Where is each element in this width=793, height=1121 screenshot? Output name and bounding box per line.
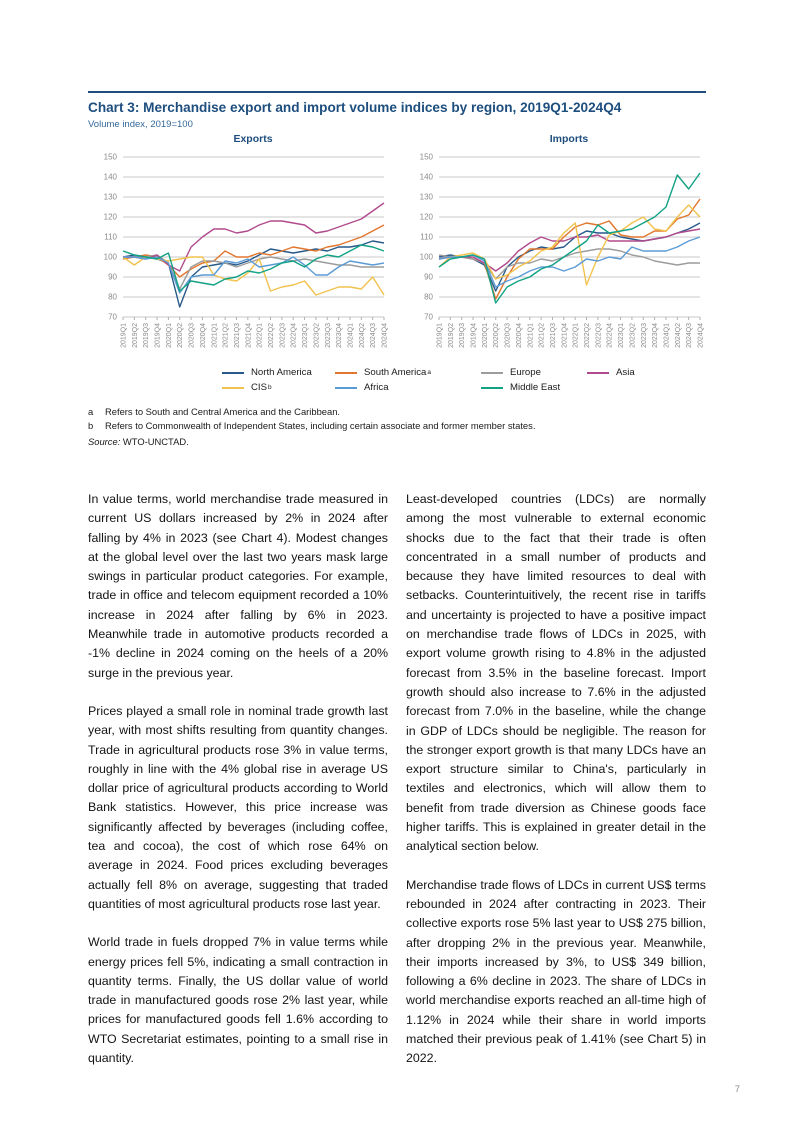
svg-text:2019Q1: 2019Q1 <box>120 323 128 348</box>
series-south-america <box>123 225 384 277</box>
svg-text:2024Q2: 2024Q2 <box>358 323 366 348</box>
svg-text:2022Q2: 2022Q2 <box>268 323 276 348</box>
svg-text:2023Q1: 2023Q1 <box>302 323 310 348</box>
svg-text:2019Q4: 2019Q4 <box>470 323 478 348</box>
legend-swatch <box>587 372 609 374</box>
imports-chart-canvas <box>404 145 706 355</box>
svg-text:80: 80 <box>424 292 433 302</box>
svg-text:2024Q3: 2024Q3 <box>370 323 378 348</box>
body-column-right <box>406 490 706 1088</box>
svg-text:2021Q3: 2021Q3 <box>549 323 557 348</box>
svg-text:2022Q1: 2022Q1 <box>572 323 580 348</box>
legend-label: Middle East <box>510 382 561 393</box>
svg-text:90: 90 <box>108 272 117 282</box>
svg-text:2020Q3: 2020Q3 <box>504 323 512 348</box>
legend-label: CIS <box>251 382 267 393</box>
svg-text:2019Q3: 2019Q3 <box>459 323 467 348</box>
svg-text:2023Q4: 2023Q4 <box>336 323 344 348</box>
svg-text:2022Q4: 2022Q4 <box>290 323 298 348</box>
svg-text:100: 100 <box>419 252 433 262</box>
body-paragraph: In value terms, world merchandise trade measured in current US dollars increased by 2% in 2024 after falling by 4% in 2023 (see Chart 4). Modest changes at the global level over the last two years mask large swings in particular product categories. For example, trade in office and telecom equipment recorded a 10% increase in 2024 after falling by 6% in 2023. Meanwhile trade in automotive products recorded a -1% decline in 2024 coming on the heels of a 20% surge in the previous year. <box>88 492 388 680</box>
svg-text:2020Q1: 2020Q1 <box>165 323 173 348</box>
body-columns <box>88 490 706 1088</box>
svg-text:80: 80 <box>108 292 117 302</box>
body-paragraph: World trade in fuels dropped 7% in value terms while energy prices fell 5%, indicating a small contraction in quantity terms. Finally, the US dollar value of world trade in manufactured goods rose 2% last year, while prices for manufactured goods fell 1.6% according to WTO Secretariat estimates, pointing to a small rise in quantity. <box>88 935 388 1066</box>
svg-text:2021Q1: 2021Q1 <box>527 323 535 348</box>
figure-top-rule <box>88 91 706 93</box>
svg-text:110: 110 <box>104 232 117 242</box>
legend-footnote-marker: a <box>427 369 432 376</box>
legend-swatch <box>481 387 503 389</box>
chart-subtitle: Volume index, 2019=100 <box>88 119 193 130</box>
svg-text:2023Q1: 2023Q1 <box>618 323 626 348</box>
series-asia <box>439 229 700 271</box>
legend-label: North America <box>251 367 312 378</box>
legend-item-cis <box>222 382 335 393</box>
source-line <box>88 436 706 447</box>
legend-label: Europe <box>510 367 541 378</box>
footnote-b <box>88 419 706 433</box>
legend-item-asia <box>587 367 706 378</box>
chart-title: Chart 3: Merchandise export and import volume indices by region, 2019Q1-2024Q4 <box>88 100 622 115</box>
legend-swatch <box>335 387 357 389</box>
svg-text:2021Q4: 2021Q4 <box>245 323 253 348</box>
legend-label: South America <box>364 367 427 378</box>
svg-text:2024Q1: 2024Q1 <box>347 323 355 348</box>
svg-text:130: 130 <box>419 192 433 202</box>
svg-text:2021Q3: 2021Q3 <box>233 323 241 348</box>
svg-text:140: 140 <box>103 172 117 182</box>
svg-text:90: 90 <box>424 272 433 282</box>
footnote-marker: b <box>88 419 94 431</box>
footnote-a <box>88 405 706 419</box>
svg-text:2024Q4: 2024Q4 <box>381 323 389 348</box>
svg-text:130: 130 <box>103 192 117 202</box>
footnote-text: Refers to South and Central America and the Caribbean. <box>105 406 341 417</box>
svg-text:2019Q3: 2019Q3 <box>143 323 151 348</box>
svg-text:2023Q2: 2023Q2 <box>629 323 637 348</box>
svg-text:2020Q4: 2020Q4 <box>515 323 523 348</box>
svg-text:2024Q4: 2024Q4 <box>697 323 705 348</box>
body-paragraph: Merchandise trade flows of LDCs in current US$ terms rebounded in 2024 after contracting in 2023. Their collective exports rose 5% last year to US$ 275 billion, after dropping 2% in the previous year. Meanwhile, their imports increased by 3%, to US$ 349 billion, following a 6% decline in 2023. The share of LDCs in world merchandise exports reached an all-time high of 1.12% in 2024 while their share in world imports matched their previous peak of 1.41% (see Chart 5) in 2022. <box>406 877 706 1066</box>
svg-text:2020Q3: 2020Q3 <box>188 323 196 348</box>
svg-text:120: 120 <box>103 212 117 222</box>
svg-text:2019Q4: 2019Q4 <box>154 323 162 348</box>
svg-text:2023Q4: 2023Q4 <box>652 323 660 348</box>
legend-swatch <box>222 387 244 389</box>
imports-panel-title: Imports <box>549 133 589 145</box>
figure-footnotes <box>88 405 706 447</box>
svg-text:150: 150 <box>419 152 433 162</box>
legend-swatch <box>481 372 503 374</box>
svg-text:70: 70 <box>108 312 117 322</box>
svg-text:150: 150 <box>103 152 117 162</box>
svg-text:2021Q2: 2021Q2 <box>538 323 546 348</box>
source-text: WTO-UNCTAD. <box>122 436 189 447</box>
report-page-content <box>88 0 706 1088</box>
exports-chart-canvas <box>88 145 390 355</box>
exports-panel-title: Exports <box>233 133 273 145</box>
chart-legend <box>222 367 706 393</box>
footnote-text: Refers to Commonwealth of Independent States, including certain associate and former member states. <box>105 419 536 431</box>
charts-row <box>88 133 706 360</box>
svg-text:70: 70 <box>424 312 433 322</box>
svg-text:2020Q1: 2020Q1 <box>481 323 489 348</box>
svg-text:2021Q2: 2021Q2 <box>222 323 230 348</box>
legend-item-europe <box>481 367 587 378</box>
svg-text:2019Q2: 2019Q2 <box>131 323 139 348</box>
imports-chart-panel <box>404 133 706 360</box>
legend-item-north-america <box>222 367 335 378</box>
series-south-america <box>439 199 700 299</box>
svg-text:100: 100 <box>103 252 117 262</box>
svg-text:2020Q2: 2020Q2 <box>177 323 185 348</box>
svg-text:2022Q3: 2022Q3 <box>279 323 287 348</box>
svg-text:2022Q4: 2022Q4 <box>606 323 614 348</box>
footnote-marker: a <box>88 406 94 417</box>
svg-text:2022Q1: 2022Q1 <box>256 323 264 348</box>
svg-text:2023Q3: 2023Q3 <box>324 323 332 348</box>
body-paragraph: Prices played a small role in nominal trade growth last year, with most shifts resulting from quantity changes. Trade in agricultural products rose 3% in value terms, roughly in line with the 4% global rise in average US dollar price of agricultural products according to World Bank statistics. However, this price increase was significantly affected by beverages (including coffee, tea and cocoa), the cost of which rose 64% on average in 2024. Food prices excluding beverages actually fell 8% on average, suggesting that traded quantities of most agricultural products rose last year. <box>88 703 388 911</box>
svg-text:2019Q2: 2019Q2 <box>447 323 455 348</box>
legend-footnote-marker: b <box>268 384 272 391</box>
legend-label: Africa <box>364 382 389 393</box>
svg-text:110: 110 <box>420 232 433 242</box>
svg-text:2024Q1: 2024Q1 <box>663 323 671 348</box>
body-column-left <box>88 490 388 1088</box>
svg-text:140: 140 <box>419 172 433 182</box>
svg-text:120: 120 <box>419 212 433 222</box>
legend-item-middle-east <box>481 382 587 393</box>
svg-text:2023Q3: 2023Q3 <box>640 323 648 348</box>
legend-label: Asia <box>616 367 635 378</box>
svg-text:2023Q2: 2023Q2 <box>313 323 321 348</box>
svg-text:2021Q4: 2021Q4 <box>561 323 569 348</box>
svg-text:2024Q3: 2024Q3 <box>686 323 694 348</box>
legend-item-africa <box>335 382 481 393</box>
svg-text:2020Q4: 2020Q4 <box>199 323 207 348</box>
svg-text:2024Q2: 2024Q2 <box>674 323 682 348</box>
body-paragraph: Least-developed countries (LDCs) are normally among the most vulnerable to external economic shocks due to the fact that their trade is often concentrated in a small number of products and because they have limited resources to deal with setbacks. Counterintuitively, the recent rise in tariffs and uncertainty is projected to have a positive impact on merchandise trade flows of LDCs in 2025, with export volume growth rising to 4.8% in the adjusted forecast from 3.5% in the baseline forecast. Import growth should also increase to 7.6% in the adjusted forecast from 7.0% in the baseline, while the change in GDP of LDCs should be negligible. The reason for the stronger export growth is that many LDCs have an export structure similar to China's, particularly in textiles and electronics, which will allow them to benefit from trade diversion as Chinese goods face higher tariffs. This is explained in greater detail in the analytical section below. <box>406 492 706 854</box>
svg-text:2021Q1: 2021Q1 <box>211 323 219 348</box>
series-middle-east <box>123 245 384 291</box>
legend-item-south-america <box>335 367 481 378</box>
svg-text:2022Q2: 2022Q2 <box>584 323 592 348</box>
svg-text:2019Q1: 2019Q1 <box>436 323 444 348</box>
page-number: 7 <box>734 1084 740 1095</box>
source-label: Source: <box>88 436 121 447</box>
exports-chart-panel <box>88 133 390 360</box>
svg-text:2022Q3: 2022Q3 <box>595 323 603 348</box>
legend-swatch <box>335 372 357 374</box>
legend-swatch <box>222 372 244 374</box>
svg-text:2020Q2: 2020Q2 <box>493 323 501 348</box>
